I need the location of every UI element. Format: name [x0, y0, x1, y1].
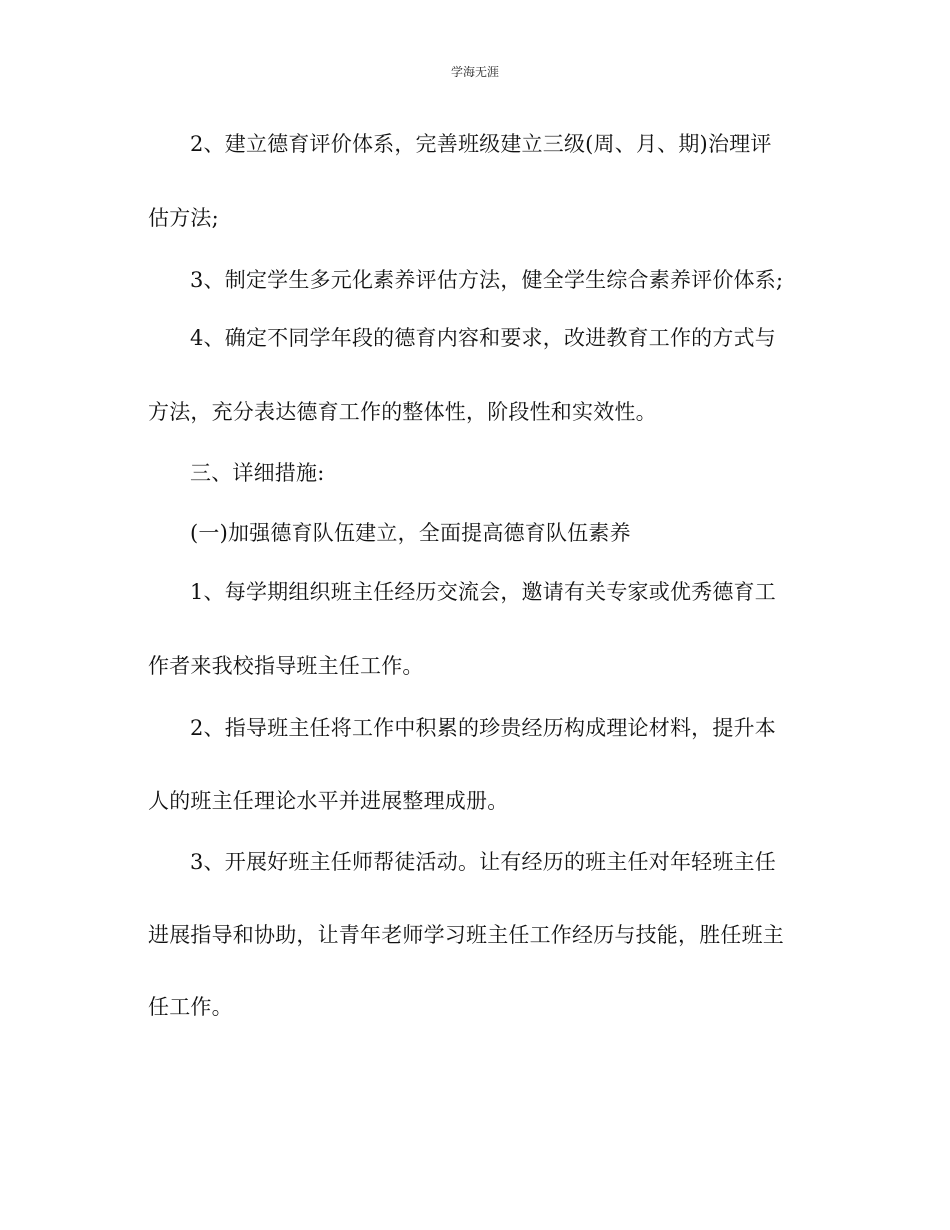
- subsection-heading: (一)加强德育队伍建立，全面提高德育队伍素养: [190, 521, 631, 545]
- paragraph-line: 2、建立德育评价体系，完善班级建立三级(周、月、期)治理评: [190, 132, 772, 156]
- paragraph-line: 方法，充分表达德育工作的整体性，阶段性和实效性。: [148, 400, 657, 424]
- paragraph-line: 2、指导班主任将工作中积累的珍贵经历构成理论材料，提升本: [190, 716, 776, 740]
- paragraph-line: 4、确定不同学年段的德育内容和要求，改进教育工作的方式与: [190, 326, 776, 350]
- paragraph-line: 3、制定学生多元化素养评估方法，健全学生综合素养评价体系;: [190, 268, 784, 292]
- paragraph-line: 进展指导和协助，让青年老师学习班主任工作经历与技能，胜任班主: [148, 923, 784, 947]
- paragraph-line: 估方法;: [148, 206, 219, 230]
- paragraph-line: 作者来我校指导班主任工作。: [148, 654, 424, 678]
- section-heading: 三、详细措施:: [190, 461, 325, 485]
- paragraph-line: 人的班主任理论水平并进展整理成册。: [148, 789, 509, 813]
- paragraph-line: 3、开展好班主任师帮徒活动。让有经历的班主任对年轻班主任: [190, 850, 776, 874]
- page-header: 学海无涯: [450, 65, 499, 79]
- paragraph-line: 1、每学期组织班主任经历交流会，邀请有关专家或优秀德育工: [190, 580, 776, 604]
- paragraph-line: 任工作。: [148, 995, 233, 1019]
